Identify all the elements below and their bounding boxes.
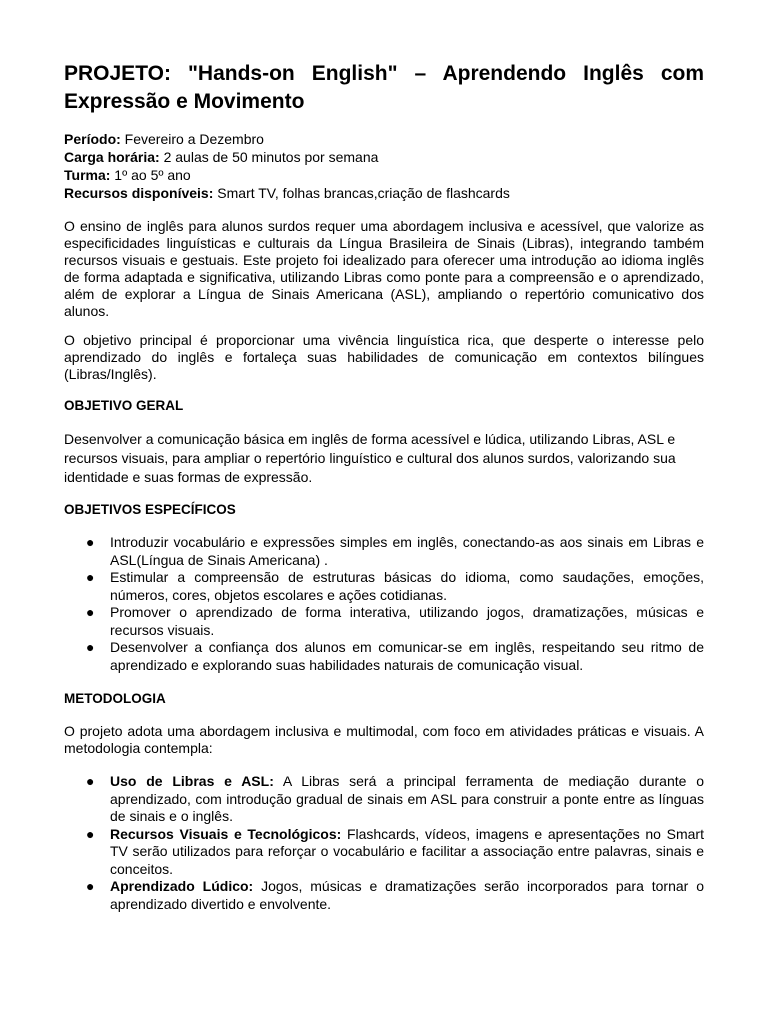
- meta-turma: [64, 166, 704, 184]
- intro-paragraph-1: O ensino de inglês para alunos surdos requer uma abordagem inclusiva e acessível, que valorize as especificidades linguísticas e culturais da Língua Brasileira de Sinais (Libras), integrando também recursos visuais e gestuais. Este projeto foi idealizado para oferecer uma introdução ao idioma inglês de forma adaptada e significativa, utilizando Libras como ponte para a compreensão e o aprendizado, além de explorar a Língua de Sinais Americana (ASL), ampliando o repertório comunicativo dos alunos.: [64, 218, 704, 319]
- list-item: [86, 825, 704, 879]
- metodologia-heading: METODOLOGIA: [64, 691, 166, 706]
- metodologia-text: O projeto adota uma abordagem inclusiva e multimodal, com foco em atividades práticas e visuais. A metodologia contempla:: [64, 723, 704, 756]
- bullet-icon: ●: [86, 569, 95, 585]
- list-item: [86, 604, 704, 639]
- list-item-text: Estimular a compreensão de estruturas básicas do idioma, como saudações, emoções, números, cores, objetos escolares e ações cotidianas.: [110, 569, 704, 603]
- list-item: [86, 639, 704, 674]
- list-item-label: Recursos Visuais e Tecnológicos:: [110, 825, 342, 842]
- meta-recursos: [64, 184, 704, 202]
- meta-label: Turma:: [64, 167, 111, 183]
- project-meta: [64, 130, 704, 202]
- bullet-icon: ●: [86, 639, 95, 655]
- bullet-icon: ●: [86, 878, 95, 894]
- list-item-label: Uso de Libras e ASL:: [110, 773, 274, 789]
- meta-label: Recursos disponíveis:: [64, 185, 214, 201]
- list-item-text: A Libras será a principal ferramenta de mediação durante o aprendizado, com introdução gradual de sinais em ASL para construir a ponte entre as línguas de sinais e o inglês.: [110, 773, 704, 824]
- meta-value: Fevereiro a Dezembro: [120, 131, 264, 147]
- objetivos-especificos-heading: OBJETIVOS ESPECÍFICOS: [64, 502, 236, 517]
- list-item: [86, 569, 704, 604]
- bullet-icon: ●: [86, 825, 95, 842]
- metodologia-list: [64, 773, 704, 913]
- list-item-text: Promover o aprendizado de forma interativa, utilizando jogos, dramatizações, músicas e recursos visuais.: [110, 604, 704, 638]
- document-title: PROJETO: "Hands-on English" – Aprendendo Inglês com Expressão e Movimento: [64, 62, 704, 113]
- meta-value: 1º ao 5º ano: [110, 167, 191, 183]
- meta-value: Smart TV, folhas brancas,criação de flashcards: [213, 185, 510, 201]
- list-item: [86, 878, 704, 913]
- objetivo-geral-heading: OBJETIVO GERAL: [64, 398, 184, 413]
- bullet-icon: ●: [86, 534, 95, 550]
- meta-carga-horaria: [64, 148, 704, 166]
- list-item-text: Introduzir vocabulário e expressões simples em inglês, conectando-as aos sinais em Libras e ASL(Língua de Sinais Americana) .: [110, 534, 704, 568]
- bullet-icon: ●: [86, 604, 95, 620]
- meta-periodo: [64, 130, 704, 148]
- objetivos-especificos-list: [64, 534, 704, 674]
- bullet-icon: ●: [86, 773, 95, 789]
- meta-label: Carga horária:: [64, 149, 160, 165]
- list-item-text: Desenvolver a confiança dos alunos em comunicar-se em inglês, respeitando seu ritmo de aprendizado e explorando suas habilidades naturais de comunicação visual.: [110, 639, 704, 673]
- list-item-text: Flashcards, vídeos, imagens e apresentações no Smart TV serão utilizados para reforçar o vocabulário e facilitar a associação entre palavras, sinais e conceitos.: [110, 825, 704, 877]
- list-item-label: Aprendizado Lúdico:: [110, 878, 254, 894]
- meta-value: 2 aulas de 50 minutos por semana: [159, 149, 379, 165]
- list-item-text: Jogos, músicas e dramatizações serão incorporados para tornar o aprendizado divertido e envolvente.: [110, 878, 704, 912]
- intro-paragraph-2: O objetivo principal é proporcionar uma vivência linguística rica, que desperte o interesse pelo aprendizado do inglês e fortaleça suas habilidades de comunicação em contextos bilíngues (Libras/Inglês).: [64, 332, 704, 382]
- list-item: [86, 773, 704, 826]
- objetivo-geral-text: Desenvolver a comunicação básica em inglês de forma acessível e lúdica, utilizando Libras, ASL e recursos visuais, para ampliar o repertório linguístico e cultural dos alunos surdos, valorizando sua identidade e suas formas de expressão.: [64, 431, 676, 485]
- list-item: [86, 534, 704, 569]
- meta-label: Período:: [64, 131, 121, 147]
